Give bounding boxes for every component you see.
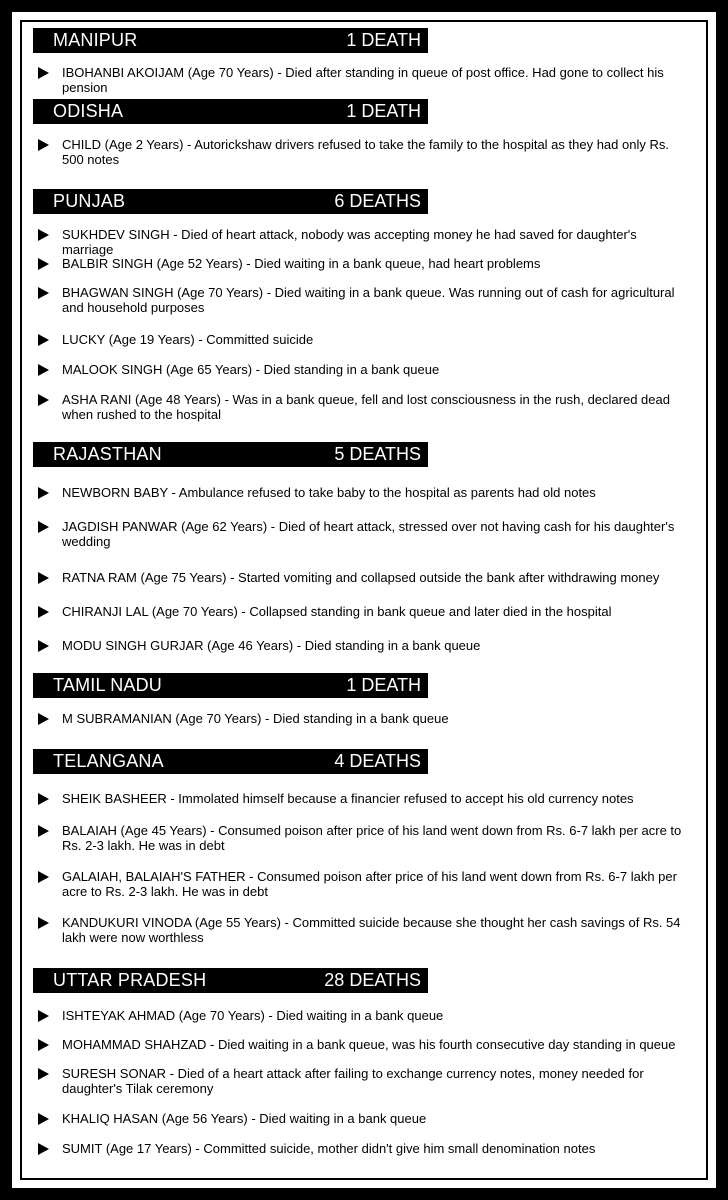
- section-header-odisha: [33, 99, 428, 124]
- entry-text: ASHA RANI (Age 48 Years) - Was in a bank queue, fell and lost consciousness in the rush, declared dead when rushed to the hospital: [62, 392, 670, 422]
- section-header-uttar-pradesh: [33, 968, 428, 993]
- entry-text: LUCKY (Age 19 Years) - Committed suicide: [62, 332, 314, 347]
- entry-text: BALBIR SINGH (Age 52 Years) - Died waiting in a bank queue, had heart problems: [62, 256, 541, 271]
- section-header-tamil-nadu: [33, 673, 428, 698]
- bullet-arrow-icon: [38, 572, 49, 584]
- bullet-arrow-icon: [38, 640, 49, 652]
- entry-text: JAGDISH PANWAR (Age 62 Years) - Died of heart attack, stressed over not having cash for his daughter's wedding: [62, 519, 675, 549]
- bullet-arrow-icon: [38, 394, 49, 406]
- bullet-arrow-icon: [38, 67, 49, 79]
- bullet-arrow-icon: [38, 521, 49, 533]
- entry-text: SUKHDEV SINGH - Died of heart attack, nobody was accepting money he had saved for daughter's marriage: [62, 227, 637, 257]
- state-name: PUNJAB: [53, 191, 126, 211]
- entry-text: MALOOK SINGH (Age 65 Years) - Died standing in a bank queue: [62, 362, 440, 377]
- poster-inner-border: [20, 20, 708, 1180]
- state-name: ODISHA: [53, 101, 124, 121]
- entry-text: ISHTEYAK AHMAD (Age 70 Years) - Died waiting in a bank queue: [62, 1008, 444, 1023]
- bullet-arrow-icon: [38, 713, 49, 725]
- state-name: TELANGANA: [53, 751, 164, 771]
- death-count: 1 DEATH: [346, 101, 421, 121]
- entry-text: M SUBRAMANIAN (Age 70 Years) - Died standing in a bank queue: [62, 711, 449, 726]
- bullet-arrow-icon: [38, 793, 49, 805]
- entry-text: BHAGWAN SINGH (Age 70 Years) - Died waiting in a bank queue. Was running out of cash for agricultural and household purposes: [62, 285, 675, 315]
- death-count: 1 DEATH: [346, 675, 421, 695]
- section-header-telangana: [33, 749, 428, 774]
- bullet-arrow-icon: [38, 917, 49, 929]
- entry-text: KHALIQ HASAN (Age 56 Years) - Died waiting in a bank queue: [62, 1111, 427, 1126]
- entry-text: IBOHANBI AKOIJAM (Age 70 Years) - Died after standing in queue of post office. Had gone to collect his pension: [62, 65, 664, 95]
- bullet-arrow-icon: [38, 825, 49, 837]
- entry-text: SHEIK BASHEER - Immolated himself because a financier refused to accept his old currency notes: [62, 791, 634, 806]
- bullet-arrow-icon: [38, 364, 49, 376]
- entry-text: NEWBORN BABY - Ambulance refused to take baby to the hospital as parents had old notes: [62, 485, 596, 500]
- bullet-arrow-icon: [38, 1010, 49, 1022]
- death-count: 1 DEATH: [346, 30, 421, 50]
- entry-text: CHILD (Age 2 Years) - Autorickshaw drivers refused to take the family to the hospital as they had only Rs. 500 notes: [62, 137, 669, 167]
- bullet-arrow-icon: [38, 1039, 49, 1051]
- bullet-arrow-icon: [38, 871, 49, 883]
- bullet-arrow-icon: [38, 139, 49, 151]
- section-header-punjab: [33, 189, 428, 214]
- bullet-arrow-icon: [38, 287, 49, 299]
- bullet-arrow-icon: [38, 1113, 49, 1125]
- bullet-arrow-icon: [38, 258, 49, 270]
- state-name: TAMIL NADU: [53, 675, 163, 695]
- entry-text: BALAIAH (Age 45 Years) - Consumed poison after price of his land went down from Rs. 6-7 lakh per acre to Rs. 2-3 lakh. He was in debt: [62, 823, 682, 853]
- section-header-rajasthan: [33, 442, 428, 467]
- entry-text: MOHAMMAD SHAHZAD - Died waiting in a bank queue, was his fourth consecutive day standing in queue: [62, 1037, 676, 1052]
- death-count: 4 DEATHS: [334, 751, 421, 771]
- bullet-arrow-icon: [38, 487, 49, 499]
- entry-text: GALAIAH, BALAIAH'S FATHER - Consumed poison after price of his land went down from Rs. 6-7 lakh per acre to Rs. 2-3 lakh. He was in debt: [62, 869, 677, 899]
- bullet-arrow-icon: [38, 334, 49, 346]
- death-count: 28 DEATHS: [324, 970, 421, 990]
- bullet-arrow-icon: [38, 229, 49, 241]
- bullet-arrow-icon: [38, 1143, 49, 1155]
- entry-text: KANDUKURI VINODA (Age 55 Years) - Committed suicide because she thought her cash savings of Rs. 54 lakh were now worthless: [62, 915, 681, 945]
- state-name: UTTAR PRADESH: [53, 970, 207, 990]
- entry-text: SUMIT (Age 17 Years) - Committed suicide, mother didn't give him small denomination notes: [62, 1141, 596, 1156]
- bullet-arrow-icon: [38, 1068, 49, 1080]
- entry-text: MODU SINGH GURJAR (Age 46 Years) - Died standing in a bank queue: [62, 638, 481, 653]
- poster-frame: [9, 9, 719, 1191]
- section-header-manipur: [33, 28, 428, 53]
- state-name: MANIPUR: [53, 30, 138, 50]
- entry-text: SURESH SONAR - Died of a heart attack after failing to exchange currency notes, money needed for daughter's Tilak ceremony: [62, 1066, 644, 1096]
- death-count: 6 DEATHS: [334, 191, 421, 211]
- death-count: 5 DEATHS: [334, 444, 421, 464]
- state-name: RAJASTHAN: [53, 444, 162, 464]
- bullet-arrow-icon: [38, 606, 49, 618]
- entry-text: CHIRANJI LAL (Age 70 Years) - Collapsed standing in bank queue and later died in the hospital: [62, 604, 612, 619]
- entry-text: RATNA RAM (Age 75 Years) - Started vomiting and collapsed outside the bank after withdrawing money: [62, 570, 660, 585]
